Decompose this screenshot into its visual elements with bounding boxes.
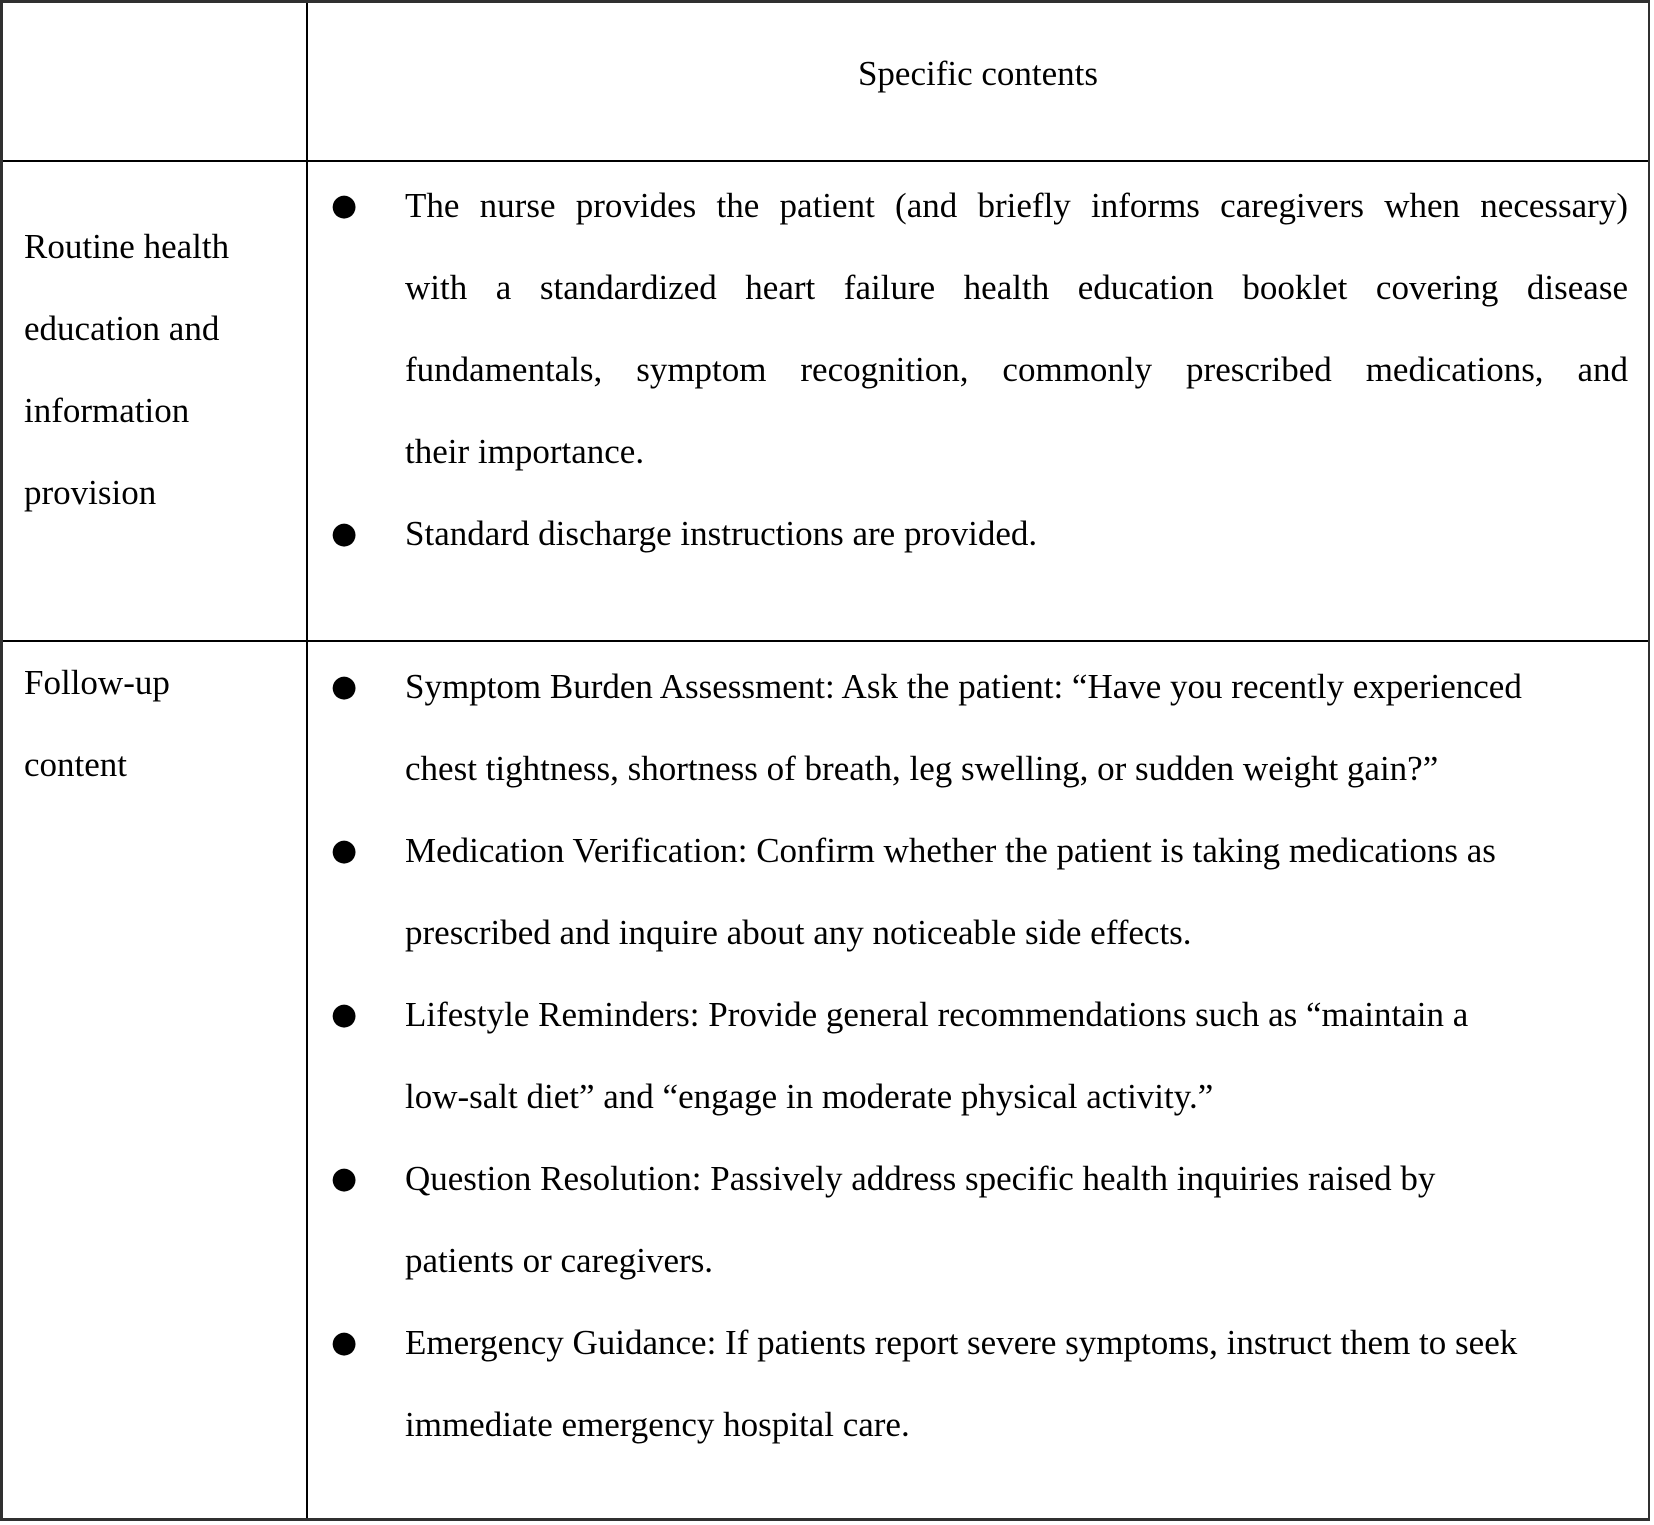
bullet-item	[331, 646, 1628, 810]
bullet-icon: ●	[331, 1325, 358, 1360]
row-label-line: Routine health	[24, 227, 230, 266]
bullet-text	[405, 810, 1628, 974]
row-label-line: Follow-up	[24, 663, 170, 702]
bullet-text-line: low-salt diet” and “engage in moderate physical activity.”	[405, 1077, 1214, 1116]
header-empty-cell	[3, 3, 308, 162]
header-title: Specific contents	[857, 54, 1099, 93]
bullet-icon: ●	[331, 669, 358, 704]
bullet-text-line: Question Resolution: Passively address specific health inquiries raised by	[405, 1159, 1436, 1198]
header-specific-contents-cell	[308, 3, 1648, 162]
bullet-text	[405, 493, 1628, 575]
row-label-line: education and	[24, 309, 220, 348]
bullet-text	[405, 1302, 1628, 1466]
bullet-item	[331, 974, 1628, 1138]
row-label-line: provision	[24, 473, 157, 512]
row-content-routine-health-education	[308, 162, 1648, 642]
bullet-text-line: Lifestyle Reminders: Provide general recommendations such as “maintain a	[405, 995, 1469, 1034]
row-label-follow-up-content	[3, 642, 308, 1518]
bullet-text-line: their importance.	[405, 432, 645, 471]
bullet-item	[331, 1138, 1628, 1302]
row-content-follow-up-content	[308, 642, 1648, 1518]
row-label-line: content	[24, 745, 128, 784]
bullet-item	[331, 493, 1628, 575]
bullet-icon: ●	[331, 188, 358, 223]
row-label-routine-health-education	[3, 162, 308, 642]
bullet-text-line: Standard discharge instructions are provided.	[405, 514, 1038, 553]
bullet-text	[405, 646, 1628, 810]
bullet-icon: ●	[331, 833, 358, 868]
bullet-item	[331, 1302, 1628, 1466]
bullet-text-line: Symptom Burden Assessment: Ask the patient: “Have you recently experienced	[405, 667, 1522, 706]
bullet-item	[331, 810, 1628, 974]
bullet-icon: ●	[331, 997, 358, 1032]
bullet-text-line: patients or caregivers.	[405, 1241, 714, 1280]
bullet-text-line: Medication Verification: Confirm whether the patient is taking medications as	[405, 831, 1496, 870]
row-label-line: information	[24, 391, 190, 430]
bullet-text	[405, 974, 1628, 1138]
bullet-icon: ●	[331, 516, 358, 551]
bullet-icon: ●	[331, 1161, 358, 1196]
bullet-item	[331, 165, 1628, 493]
bullet-text-line: with a standardized heart failure health education booklet covering disease	[405, 268, 1628, 307]
bullet-text-line: The nurse provides the patient (and briefly informs caregivers when necessary)	[405, 186, 1628, 225]
bullet-text	[405, 1138, 1628, 1302]
bullet-text-line: fundamentals, symptom recognition, commonly prescribed medications, and	[405, 350, 1628, 389]
bullet-text-line: prescribed and inquire about any noticeable side effects.	[405, 913, 1192, 952]
bullet-text	[405, 165, 1628, 493]
bullet-text-line: immediate emergency hospital care.	[405, 1405, 910, 1444]
bullet-text-line: chest tightness, shortness of breath, leg swelling, or sudden weight gain?”	[405, 749, 1439, 788]
bullet-text-line: Emergency Guidance: If patients report severe symptoms, instruct them to seek	[405, 1323, 1518, 1362]
